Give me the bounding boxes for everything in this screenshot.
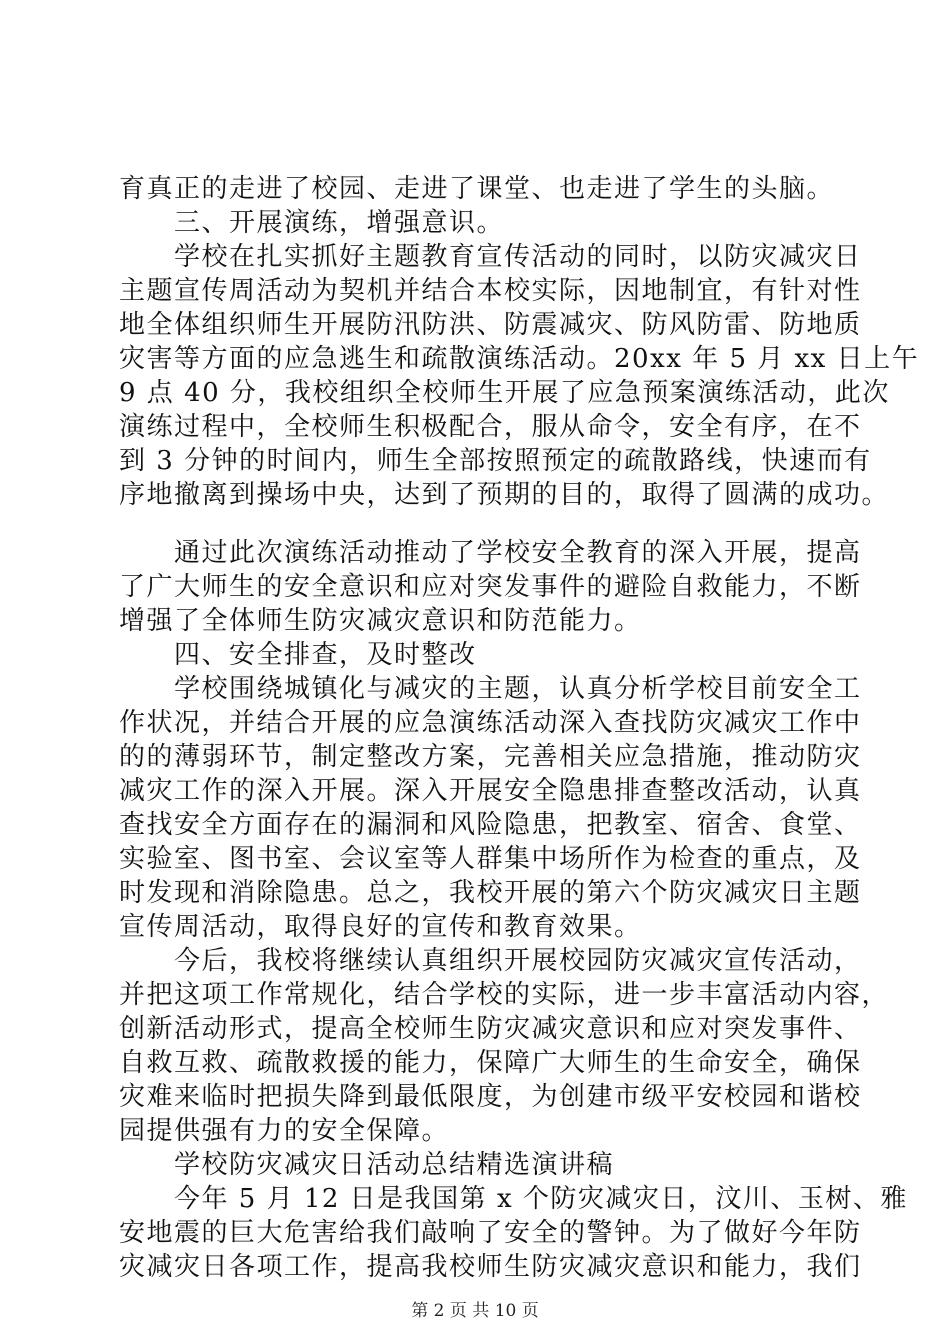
section-heading: 四、安全排查，及时整改 (119, 640, 477, 670)
text-line: 演练过程中，全校师生积极配合，服从命令，安全有序，在不 (119, 412, 862, 442)
text-line: 安地震的巨大危害给我们敲响了安全的警钟。为了做好今年防 (119, 1218, 862, 1248)
section-heading: 三、开展演练，增强意识。 (119, 208, 505, 238)
text-line: 查找安全方面存在的漏洞和风险隐患，把教室、宿舍、食堂、 (119, 810, 862, 840)
text-line: 灾减灾日各项工作，提高我校师生防灾减灾意识和能力，我们 (119, 1252, 862, 1282)
text-line: 灾难来临时把损失降到最低限度，为创建市级平安校园和谐校 (119, 1082, 862, 1112)
text-line: 宣传周活动，取得良好的宣传和教育效果。 (119, 912, 642, 942)
text-line: 今后，我校将继续认真组织开展校园防灾减灾宣传活动， (119, 946, 862, 976)
text-line: 创新活动形式，提高全校师生防灾减灾意识和应对突发事件、 (119, 1014, 862, 1044)
text-line: 灾害等方面的应急逃生和疏散演练活动。20xx 年 5 月 xx 日上午 (119, 344, 920, 374)
text-line: 了广大师生的安全意识和应对突发事件的避险自救能力，不断 (119, 572, 862, 602)
text-line: 地全体组织师生开展防汛防洪、防震减灾、防风防雷、防地质 (119, 310, 862, 340)
text-line: 增强了全体师生防灾减灾意识和防范能力。 (119, 606, 642, 636)
text-line: 自救互救、疏散救援的能力，保障广大师生的生命安全，确保 (119, 1048, 862, 1078)
text-line: 通过此次演练活动推动了学校安全教育的深入开展，提高 (119, 538, 862, 568)
text-line: 到 3 分钟的时间内，师生全部按照预定的疏散路线，快速而有 (119, 446, 872, 476)
text-line: 的的薄弱环节，制定整改方案，完善相关应急措施，推动防灾 (119, 742, 862, 772)
text-line: 作状况，并结合开展的应急演练活动深入查找防灾减灾工作中 (119, 708, 862, 738)
text-line: 今年 5 月 12 日是我国第 x 个防灾减灾日，汶川、玉树、雅 (119, 1184, 908, 1214)
section-heading: 学校防灾减灾日活动总结精选演讲稿 (119, 1150, 615, 1180)
text-line: 9 点 40 分，我校组织全校师生开展了应急预案演练活动，此次 (119, 378, 890, 408)
text-line: 学校在扎实抓好主题教育宣传活动的同时，以防灾减灾日 (119, 242, 862, 272)
text-line: 时发现和消除隐患。总之，我校开展的第六个防灾减灾日主题 (119, 878, 862, 908)
text-line: 园提供强有力的安全保障。 (119, 1116, 450, 1146)
text-line: 学校围绕城镇化与减灾的主题，认真分析学校目前安全工 (119, 674, 862, 704)
text-line: 减灾工作的深入开展。深入开展安全隐患排查整改活动，认真 (119, 776, 862, 806)
text-line: 实验室、图书室、会议室等人群集中场所作为检查的重点，及 (119, 844, 862, 874)
text-line: 育真正的走进了校园、走进了课堂、也走进了学生的头脑。 (119, 174, 835, 204)
text-line: 并把这项工作常规化，结合学校的实际，进一步丰富活动内容， (119, 980, 890, 1010)
page-number-footer: 第 2 页 共 10 页 (411, 1301, 539, 1321)
text-line: 主题宣传周活动为契机并结合本校实际，因地制宜，有针对性 (119, 276, 862, 306)
text-line: 序地撤离到操场中央，达到了预期的目的，取得了圆满的成功。 (119, 480, 890, 510)
